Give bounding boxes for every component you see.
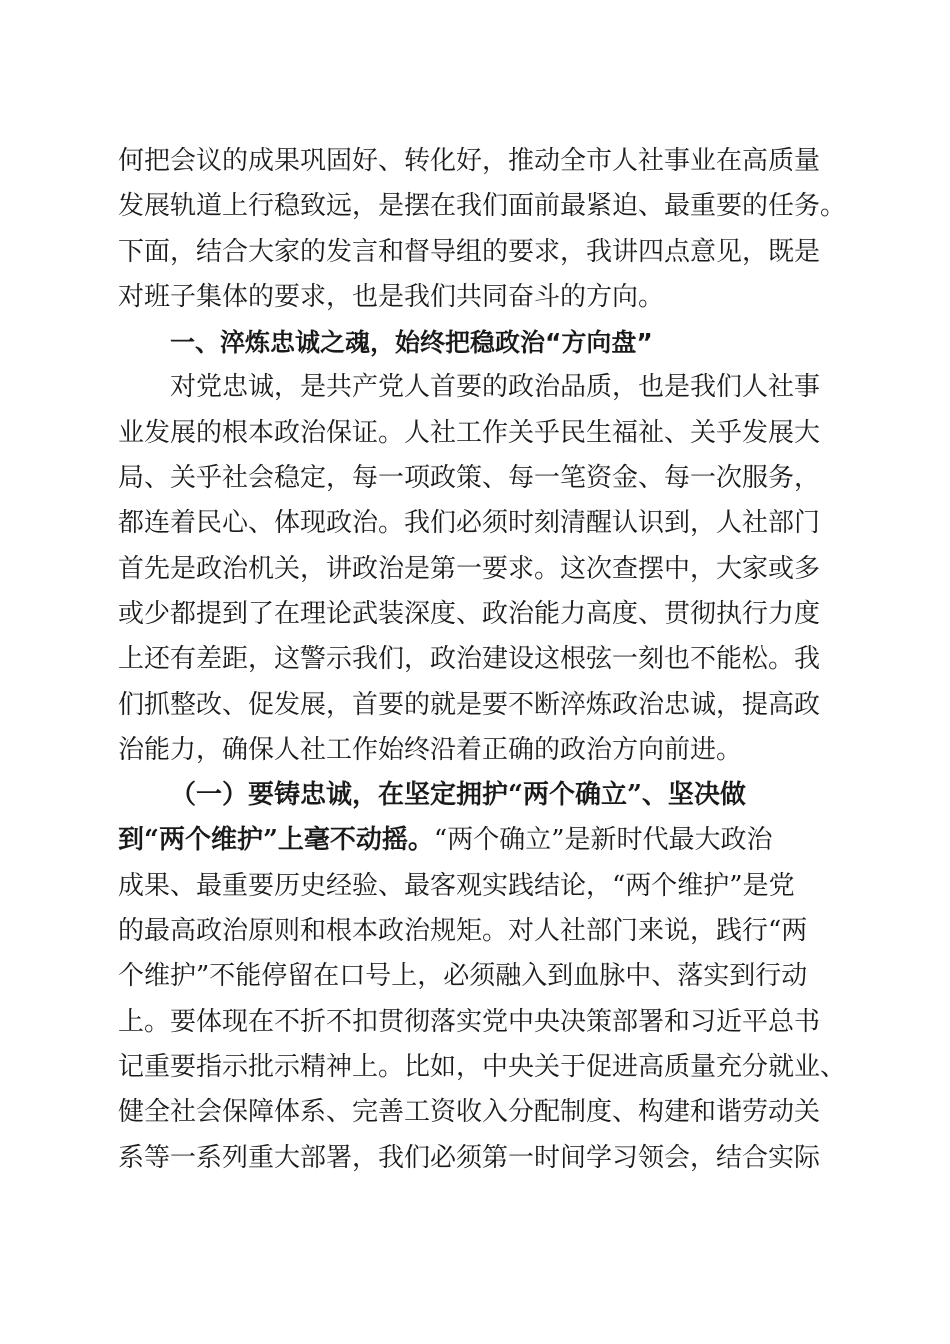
body-line: 都连着民心、体现政治。我们必须时刻清醒认识到，人社部门 — [118, 508, 821, 539]
body-line: 治能力，确保人社工作始终沿着正确的政治方向前进。 — [118, 734, 743, 765]
body-line: 成果、最重要历史经验、最客观实践结论，“两个维护”是党 — [118, 870, 795, 901]
body-line-mixed — [118, 818, 834, 863]
section-heading: 一、淬炼忠诚之魂，始终把稳政治“方向盘” — [170, 328, 653, 358]
body-line: 下面，结合大家的发言和督导组的要求，我讲四点意见，既是 — [118, 236, 821, 267]
body-line: 业发展的根本政治保证。人社工作关乎民生福祉、关乎发展大 — [118, 417, 821, 448]
body-line: 发展轨道上行稳致远，是摆在我们面前最紧迫、最重要的任务。 — [118, 191, 847, 222]
body-line: 个维护”不能停留在口号上，必须融入到血脉中、落实到行动 — [118, 961, 808, 992]
body-line: 或少都提到了在理论武装深度、政治能力高度、贯彻执行力度 — [118, 598, 821, 629]
body-line: 的最高政治原则和根本政治规矩。对人社部门来说，践行“两 — [118, 916, 808, 947]
subsection-heading: （一）要铸忠诚，在坚定拥护“两个确立”、坚决做 — [170, 780, 746, 811]
body-line: 上。要体现在不折不扣贯彻落实党中央决策部署和习近平总书 — [118, 1006, 821, 1037]
body-line: 何把会议的成果巩固好、转化好，推动全市人社事业在高质量 — [118, 146, 821, 176]
body-line: 上还有差距，这警示我们，政治建设这根弦一刻也不能松。我 — [118, 644, 821, 675]
body-line: 们抓整改、促发展，首要的就是要不断淬炼政治忠诚，提高政 — [118, 689, 821, 720]
body-line: 首先是政治机关，讲政治是第一要求。这次查摆中，大家或多 — [118, 553, 821, 584]
body-line: 系等一系列重大部署，我们必须第一时间学习领会，结合实际 — [118, 1142, 821, 1173]
body-line: 记重要指示批示精神上。比如，中央关于促进高质量充分就业、 — [118, 1051, 847, 1082]
body-line: 对党忠诚，是共产党人首要的政治品质，也是我们人社事 — [170, 372, 821, 403]
body-line: 健全社会保障体系、完善工资收入分配制度、构建和谐劳动关 — [118, 1097, 821, 1128]
document-body — [118, 139, 847, 1181]
body-line: 对班子集体的要求，也是我们共同奋斗的方向。 — [118, 281, 665, 312]
body-text: “两个确立”是新时代最大政治 — [433, 825, 773, 856]
body-line: 局、关乎社会稳定，每一项政策、每一笔资金、每一次服务， — [118, 463, 821, 494]
subsection-heading-cont: 到“两个维护”上毫不动摇。 — [118, 825, 434, 856]
